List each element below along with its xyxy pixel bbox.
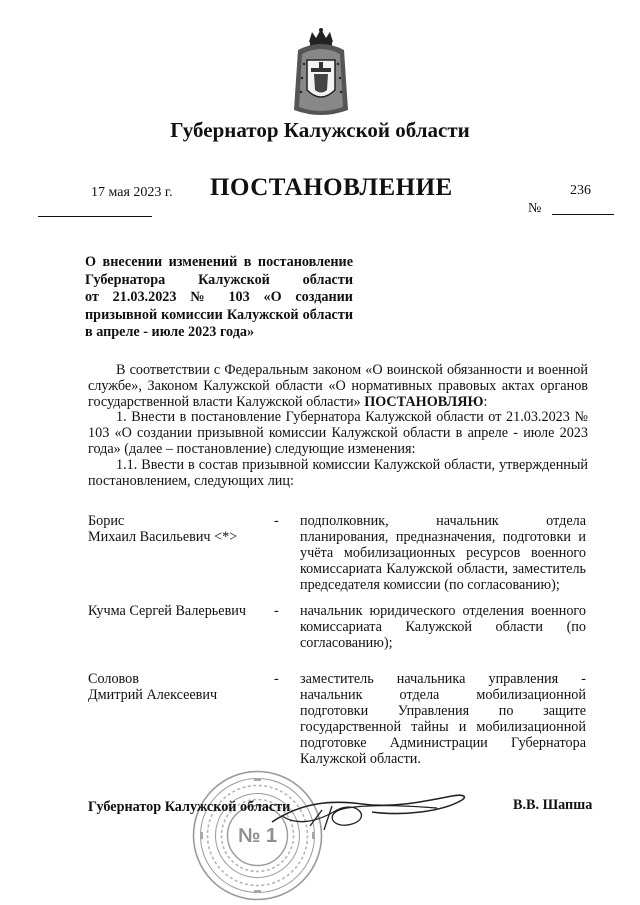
person-role: начальник юридического отделения военного комиссариата Калужской области (по согласованию);: [300, 603, 586, 651]
document-body: [88, 363, 588, 489]
document-type: ПОСТАНОВЛЕНИЕ: [210, 174, 453, 201]
paragraph-1-1: 1.1. Ввести в состав призывной комиссии Калужской области, утвержденный постановлением, следующих лиц:: [88, 456, 588, 489]
handwritten-signature-icon: [262, 782, 472, 844]
number-label: №: [528, 201, 542, 216]
person-name: Кучма Сергей Валерьевич: [88, 603, 246, 619]
document-subject: [85, 254, 353, 342]
preamble-text: В соответствии с Федеральным законом «О воинской обязанности и военной службе», Законом Калужской области «О нормативных правовых актах органов государственной власти Калужской области»: [88, 362, 588, 410]
dash-separator: -: [274, 671, 279, 687]
signatory-name: В.В. Шапша: [513, 797, 593, 813]
document-date: 17 мая 2023 г.: [91, 185, 173, 200]
number-underline: [552, 214, 614, 215]
person-role: заместитель начальника управления - начальник отдела мобилизационной подготовки Управления по защите государственной тайны и мобилизационной подготовке Администрации Губернатора Калужской области.: [300, 671, 586, 767]
person-name: Соловов Дмитрий Алексеевич: [88, 671, 218, 703]
dash-separator: -: [274, 513, 279, 529]
person-name: Борис Михаил Васильевич <*>: [88, 513, 238, 545]
subject-line: призывной комиссии Калужской области: [85, 306, 353, 323]
coat-of-arms-icon: [290, 28, 352, 120]
person-role: подполковник, начальник отдела планирования, предназначения, подготовки и учёта мобилизационных ресурсов военного комиссариата Калужской области, заместитель председателя комиссии (по согласованию);: [300, 513, 586, 593]
decree-word: ПОСТАНОВЛЯЮ: [364, 393, 484, 410]
paragraph-1: 1. Внести в постановление Губернатора Калужской области от 21.03.2023 № 103 «О создании призывной комиссии Калужской области в апреле - июле 2023 года» (далее – постановление) следующие изменения:: [88, 409, 588, 457]
document-number: 236: [570, 183, 591, 198]
preamble-paragraph: В соответствии с Федеральным законом «О воинской обязанности и военной службе», Законом Калужской области «О нормативных правовых актах органов государственной власти Калужской области» ПОСТАНОВЛЯЮ:: [88, 362, 588, 410]
subject-line: О внесении изменений в постановление: [85, 254, 353, 270]
subject-line: от 21.03.2023 № 103 «О создании: [85, 289, 353, 306]
authority-title: Губернатор Калужской области: [170, 118, 470, 142]
signatory-title: Губернатор Калужской области: [88, 799, 291, 815]
stamp-number: № 1: [238, 825, 277, 847]
subject-line: в апреле - июле 2023 года»: [85, 324, 255, 341]
subject-line: Губернатора Калужской области: [85, 271, 353, 288]
date-underline: [38, 216, 152, 217]
dash-separator: -: [274, 603, 279, 619]
